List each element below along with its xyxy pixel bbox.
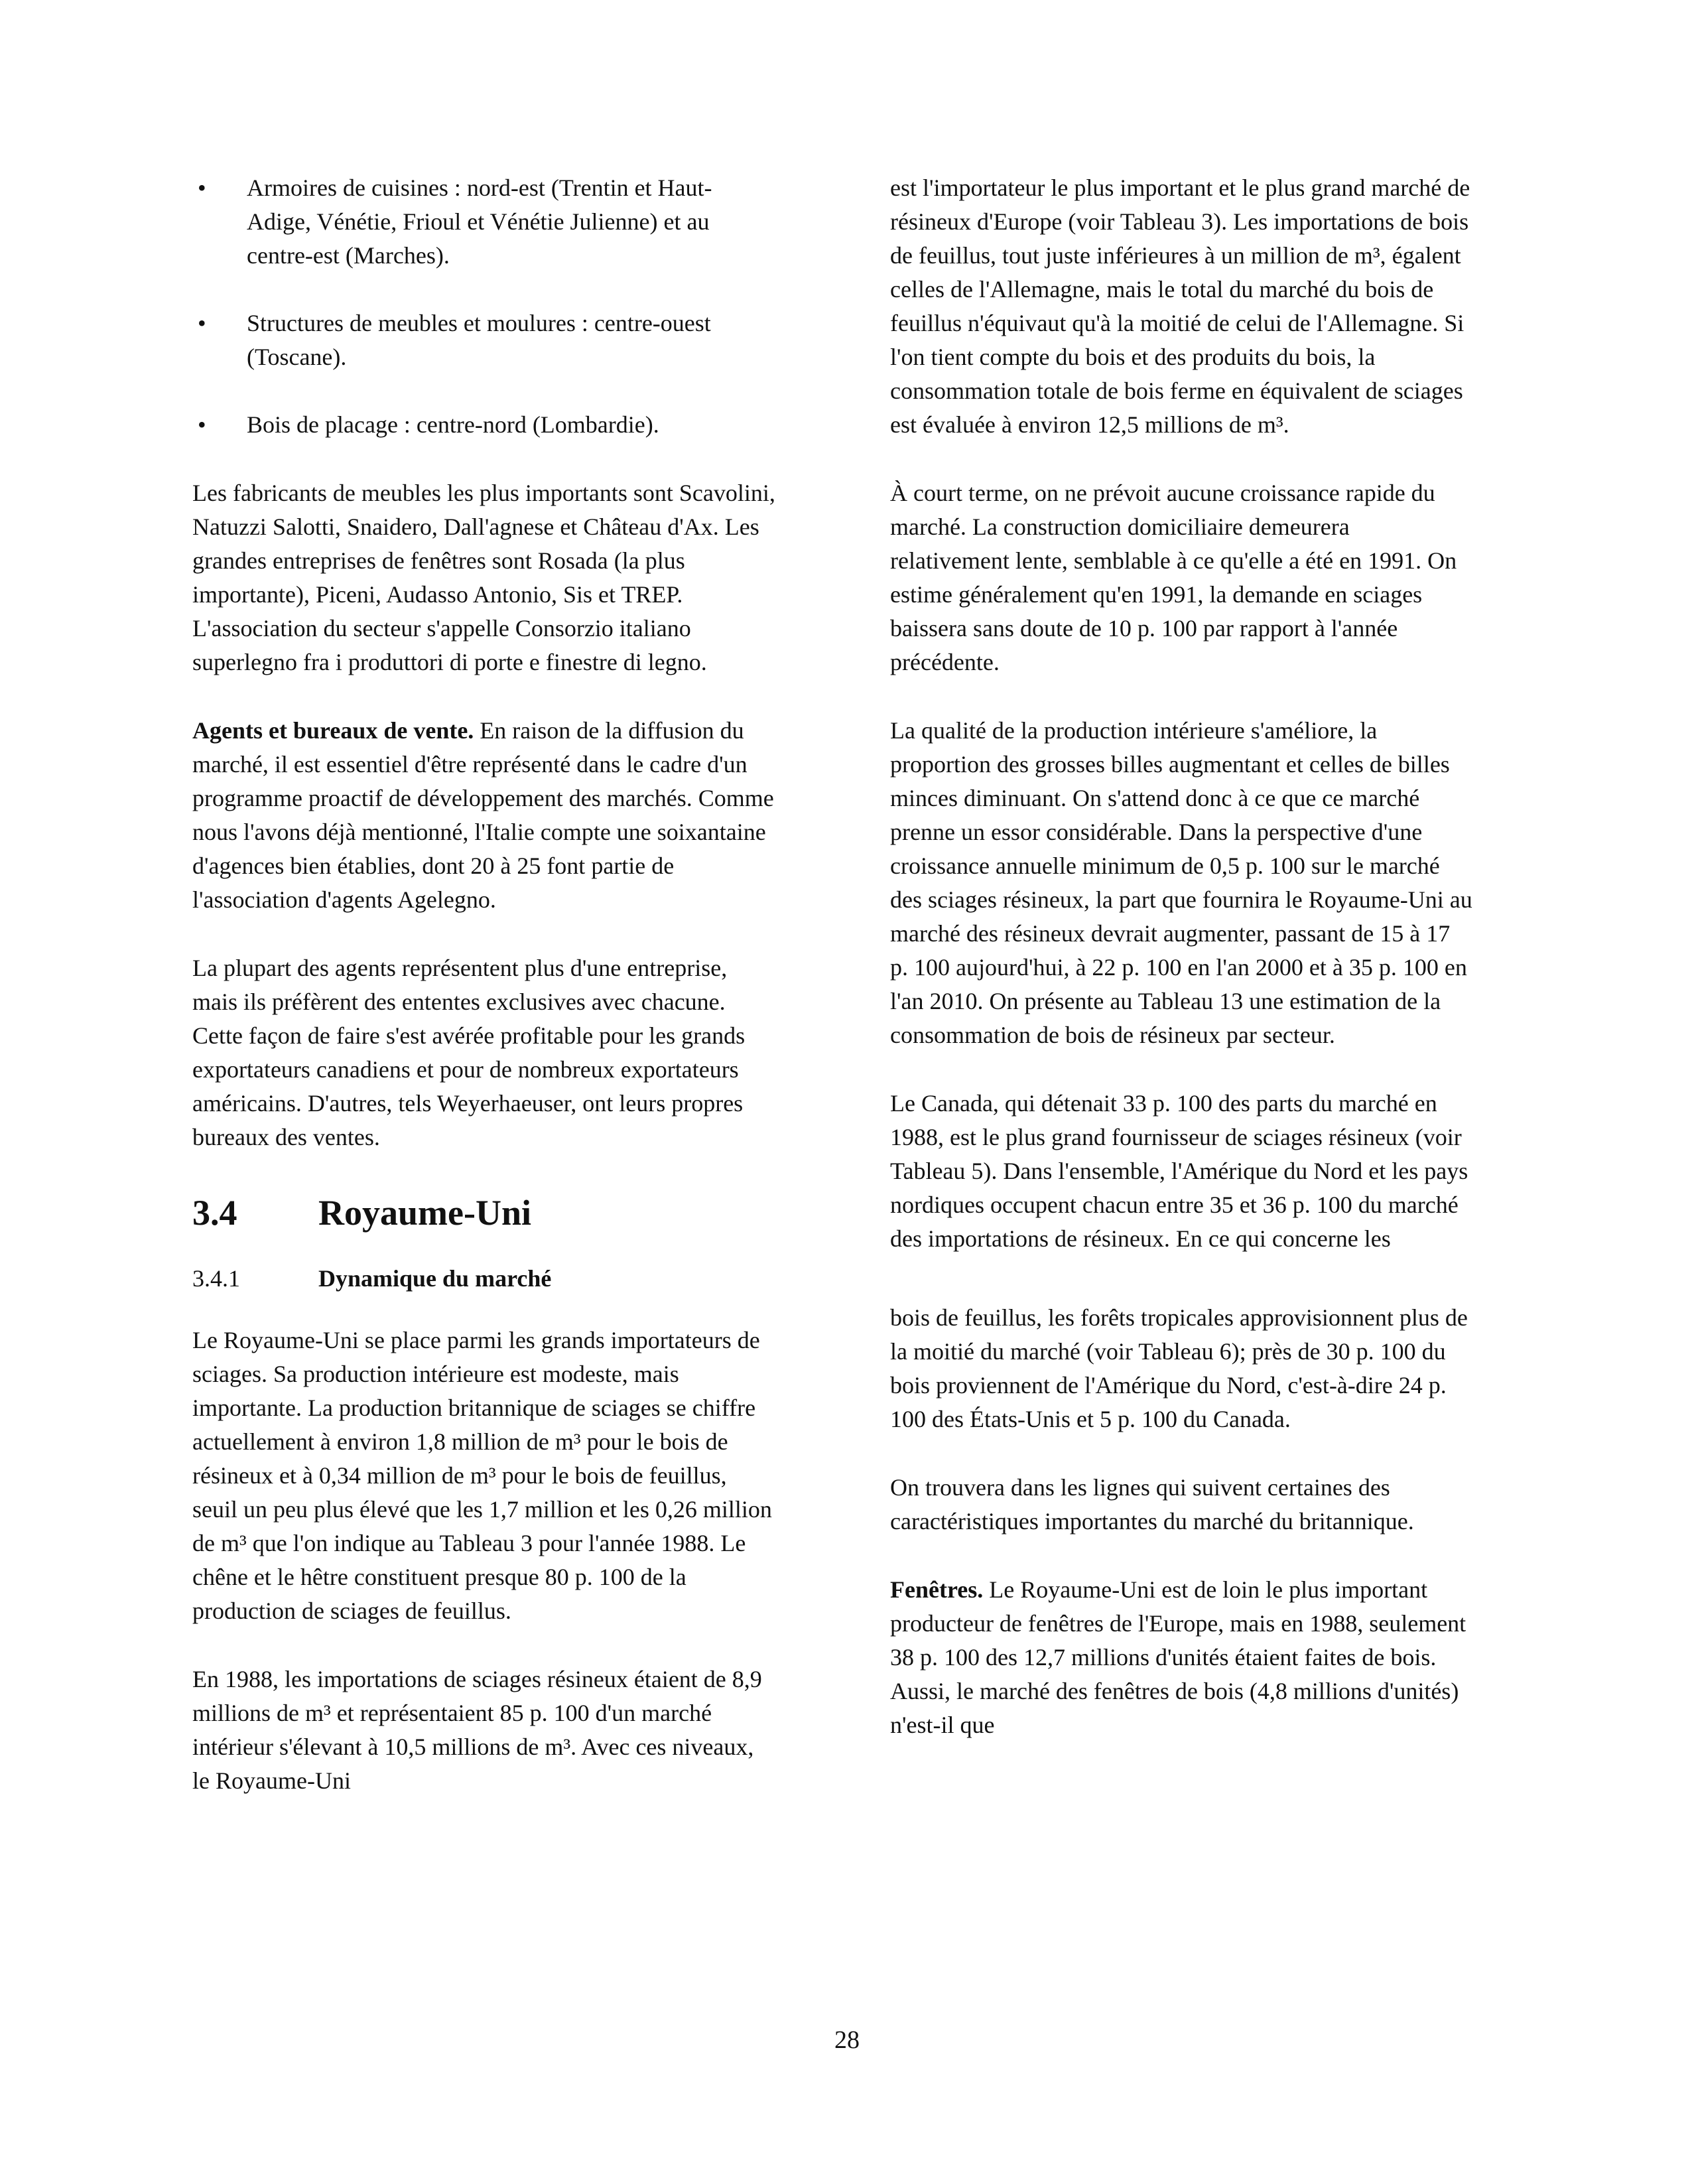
paragraph: Le Canada, qui détenait 33 p. 100 des parts du marché en 1988, est le plus grand fournisseur de sciages résineux (voir Tableau 5). Dans l'ensemble, l'Amérique du Nord et les pays nordiques occupent chacun entre 35 et 36 p. 100 du marché des importations de résineux. En ce qui concerne les <box>890 1090 1468 1252</box>
section-title: Royaume-Uni <box>318 1193 531 1233</box>
section-heading <box>192 1189 776 1237</box>
paragraph-lead: Agents et bureaux de vente. <box>192 717 474 744</box>
paragraph: On trouvera dans les lignes qui suivent certaines des caractéristiques importantes du marché du britannique. <box>890 1474 1414 1535</box>
left-column <box>192 171 776 1832</box>
paragraph: bois de feuillus, les forêts tropicales approvisionnent plus de la moitié du marché (voir Tableau 6); près de 30 p. 100 du bois proviennent de l'Amérique du Nord, c'est-à-dire 24 p. 100 des États-Unis et 5 p. 100 du Canada. <box>890 1304 1468 1432</box>
subsection-number: 3.4.1 <box>192 1265 240 1292</box>
paragraph: À court terme, on ne prévoit aucune croissance rapide du marché. La construction domiciliaire demeurera relativement lente, semblable à ce qu'elle a été en 1991. On estime généralement qu'en 1991, la demande en sciages baissera sans doute de 10 p. 100 par rapport à l'année précédente. <box>890 480 1457 675</box>
subsection-title: Dynamique du marché <box>318 1265 552 1292</box>
list-item: • Structures de meubles et moulures : centre-ouest (Toscane). <box>192 307 776 374</box>
page-number: 28 <box>834 2026 860 2054</box>
paragraph: La plupart des agents représentent plus d'une entreprise, mais ils préfèrent des ententes exclusives avec chacune. Cette façon de faire s'est avérée profitable pour les grands exportateurs canadiens et pour de nombreux exportateurs américains. D'autres, tels Weyerhaeuser, ont leurs propres bureaux des ventes. <box>192 955 746 1150</box>
paragraph: En 1988, les importations de sciages résineux étaient de 8,9 millions de m³ et représentaient 85 p. 100 d'un marché intérieur s'élevant à 10,5 millions de m³. Avec ces niveaux, le Royaume-Uni <box>192 1666 762 1794</box>
bullet-list <box>192 171 776 442</box>
paragraph <box>890 1573 1474 1742</box>
list-item: • Bois de placage : centre-nord (Lombardie). <box>192 408 776 442</box>
paragraph-text: En raison de la diffusion du marché, il est essentiel d'être représenté dans le cadre d'un programme proactif de développement des marchés. Comme nous l'avons déjà mentionné, l'Italie compte une soixantaine d'agences bien établies, dont 20 à 25 font partie de l'association d'agents Agelegno. <box>192 717 774 913</box>
paragraph-text: Le Royaume-Uni est de loin le plus important producteur de fenêtres de l'Europe, mais en 1988, seulement 38 p. 100 des 12,7 millions d'unités étaient faites de bois. Aussi, le marché des fenêtres de bois (4,8 millions d'unités) n'est-il que <box>890 1576 1466 1738</box>
section-number: 3.4 <box>192 1193 237 1233</box>
right-column <box>890 171 1474 1777</box>
paragraph <box>192 714 776 917</box>
paragraph: est l'importateur le plus important et le plus grand marché de résineux d'Europe (voir Tableau 3). Les importations de bois de feuillus, tout juste inférieures à un million de m³, égalent celles de l'Allemagne, mais le total du marché du bois de feuillus n'équivaut qu'à la moitié de celui de l'Allemagne. Si l'on tient compte du bois et des produits du bois, la consommation totale de bois ferme en équivalent de sciages est évaluée à environ 12,5 millions de m³. <box>890 174 1470 438</box>
paragraph-lead: Fenêtres. <box>890 1576 984 1603</box>
paragraph: Le Royaume-Uni se place parmi les grands importateurs de sciages. Sa production intérieure est modeste, mais importante. La production britannique de sciages se chiffre actuellement à environ 1,8 million de m³ pour le bois de résineux et à 0,34 million de m³ pour le bois de feuillus, seuil un peu plus élevé que les 1,7 million et les 0,26 million de m³ que l'on indique au Tableau 3 pour l'année 1988. Le chêne et le hêtre constituent presque 80 p. 100 de la production de sciages de feuillus. <box>192 1327 772 1624</box>
subsection-heading <box>192 1262 776 1296</box>
paragraph: La qualité de la production intérieure s'améliore, la proportion des grosses billes augmentant et celles de billes minces diminuant. On s'attend donc à ce que ce marché prenne un essor considérable. Dans la perspective d'une croissance annuelle minimum de 0,5 p. 100 sur le marché des sciages résineux, la part que fournira le Royaume-Uni au marché des résineux devrait augmenter, passant de 15 à 17 p. 100 aujourd'hui, à 22 p. 100 en l'an 2000 et à 35 p. 100 en l'an 2010. On présente au Tableau 13 une estimation de la consommation de bois de résineux par secteur. <box>890 717 1472 1048</box>
list-item: • Armoires de cuisines : nord-est (Trentin et Haut-Adige, Vénétie, Frioul et Vénétie Julienne) et au centre-est (Marches). <box>192 171 776 273</box>
paragraph: Les fabricants de meubles les plus importants sont Scavolini, Natuzzi Salotti, Snaidero, Dall'agnese et Château d'Ax. Les grandes entreprises de fenêtres sont Rosada (la plus importante), Piceni, Audasso Antonio, Sis et TREP. L'association du secteur s'appelle Consorzio italiano superlegno fra i produttori di porte e finestre di legno. <box>192 480 775 675</box>
